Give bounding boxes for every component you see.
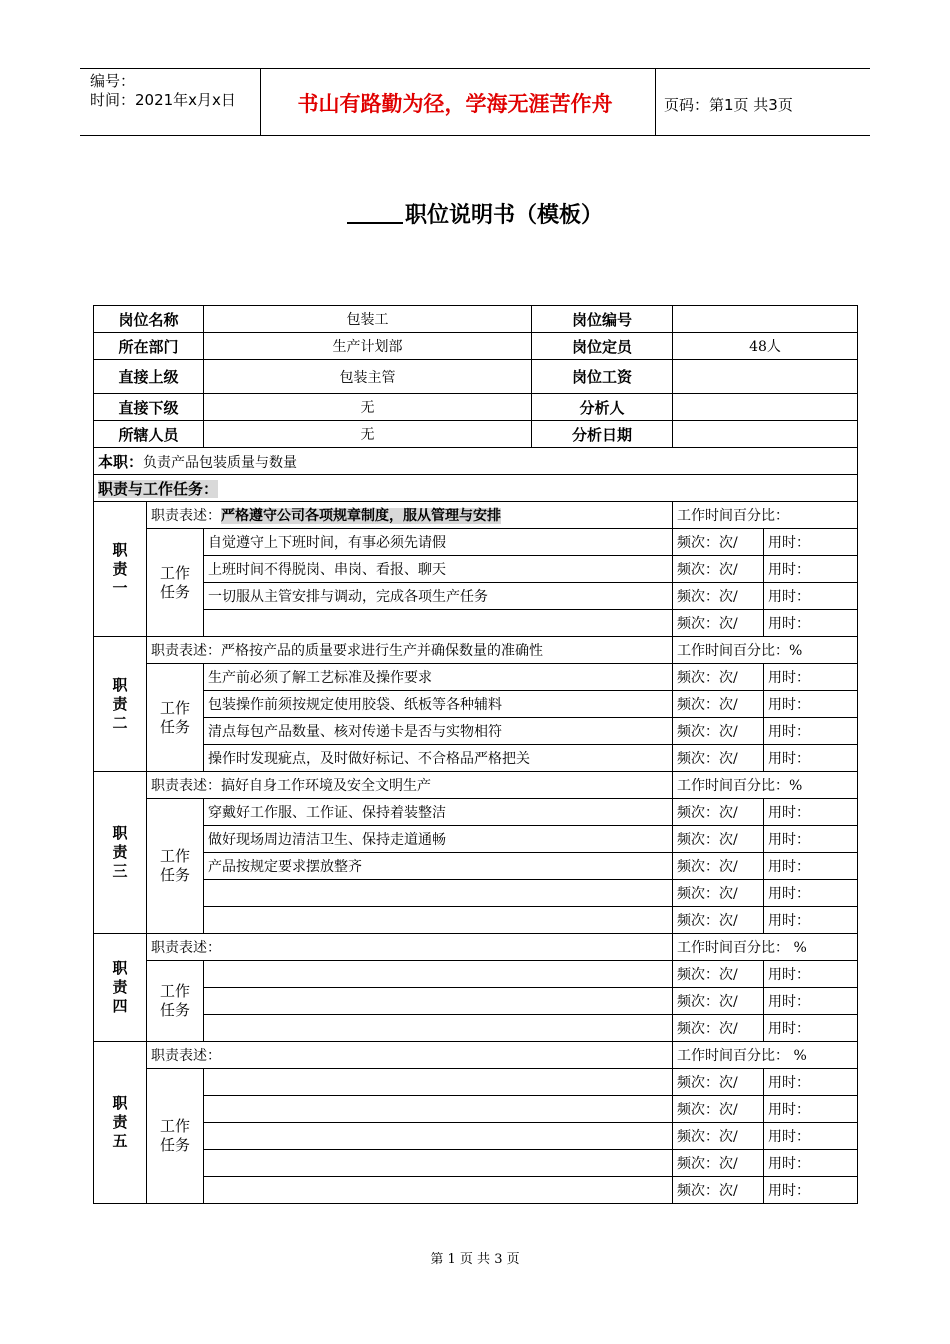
info-value: 无: [204, 394, 532, 421]
duty-name: 职 责 一: [94, 502, 147, 637]
task-text: [204, 1123, 673, 1150]
info-label: 所辖人员: [94, 421, 204, 448]
task-frequency: 频次：次/: [673, 853, 764, 880]
task-time-used: 用时：: [764, 1015, 858, 1042]
task-time-used: 用时：: [764, 583, 858, 610]
duty-description-label: 职责表述：: [151, 778, 221, 794]
task-row: [94, 961, 858, 988]
task-frequency: 频次：次/: [673, 1177, 764, 1204]
task-text: 包装操作前须按规定使用胶袋、纸板等各种辅料: [204, 691, 673, 718]
work-time-percent: 工作时间百分比： %: [673, 1042, 858, 1069]
info-value: [673, 394, 858, 421]
info-value: 无: [204, 421, 532, 448]
task-row: [94, 583, 858, 610]
duties-title-row: [94, 475, 858, 502]
task-time-used: 用时：: [764, 745, 858, 772]
info-value: 生产计划部: [204, 333, 532, 360]
duty-description-cell: [147, 934, 673, 961]
task-text: [204, 988, 673, 1015]
task-time-used: 用时：: [764, 826, 858, 853]
task-text: 上班时间不得脱岗、串岗、看报、聊天: [204, 556, 673, 583]
duty-description-row: [94, 502, 858, 529]
work-time-percent: 工作时间百分比：: [673, 502, 858, 529]
info-row: [94, 421, 858, 448]
main-duty-text: 负责产品包装质量与数量: [143, 454, 298, 471]
task-text: [204, 1015, 673, 1042]
task-text: [204, 907, 673, 934]
task-frequency: 频次：次/: [673, 880, 764, 907]
task-text: 自觉遵守上下班时间，有事必须先请假: [204, 529, 673, 556]
task-text: 产品按规定要求摆放整齐: [204, 853, 673, 880]
task-row: [94, 718, 858, 745]
task-frequency: 频次：次/: [673, 826, 764, 853]
info-value: 48人: [673, 333, 858, 360]
task-frequency: 频次：次/: [673, 664, 764, 691]
info-row: [94, 333, 858, 360]
document-time: 时间：2021年x月x日: [90, 91, 236, 109]
info-label: 岗位编号: [532, 306, 673, 333]
task-text: [204, 1150, 673, 1177]
duty-description-row: [94, 772, 858, 799]
duty-description-row: [94, 934, 858, 961]
task-row: [94, 745, 858, 772]
task-time-used: 用时：: [764, 853, 858, 880]
task-text: [204, 610, 673, 637]
info-label: 分析日期: [532, 421, 673, 448]
duty-description-cell: [147, 637, 673, 664]
duty-description-cell: [147, 1042, 673, 1069]
task-frequency: 频次：次/: [673, 1015, 764, 1042]
duty-description-text: 严格按产品的质量要求进行生产并确保数量的准确性: [221, 643, 543, 659]
info-value: [673, 421, 858, 448]
page-title: [0, 198, 950, 229]
task-frequency: 频次：次/: [673, 718, 764, 745]
task-row: [94, 1069, 858, 1096]
duty-description-label: 职责表述：: [151, 643, 221, 659]
task-time-used: 用时：: [764, 961, 858, 988]
task-time-used: 用时：: [764, 1150, 858, 1177]
task-text: 一切服从主管安排与调动，完成各项生产任务: [204, 583, 673, 610]
task-frequency: 频次：次/: [673, 1096, 764, 1123]
task-text: 做好现场周边清洁卫生、保持走道通畅: [204, 826, 673, 853]
info-value: 包装主管: [204, 360, 532, 394]
duty-description-label: 职责表述：: [151, 940, 221, 956]
task-time-used: 用时：: [764, 1123, 858, 1150]
task-time-used: 用时：: [764, 1096, 858, 1123]
info-label: 直接上级: [94, 360, 204, 394]
task-row: [94, 1015, 858, 1042]
duty-name: 职 责 五: [94, 1042, 147, 1204]
duty-description-label: 职责表述：: [151, 508, 221, 524]
info-value: [673, 306, 858, 333]
task-text: [204, 961, 673, 988]
info-label: 岗位名称: [94, 306, 204, 333]
task-text: [204, 880, 673, 907]
document-number-label: 编号：: [90, 72, 136, 90]
duty-name: 职 责 四: [94, 934, 147, 1042]
task-row: [94, 907, 858, 934]
task-row: [94, 1177, 858, 1204]
task-text: 清点每包产品数量、核对传递卡是否与实物相符: [204, 718, 673, 745]
header-motto: 书山有路勤为径，学海无涯苦作舟: [297, 91, 613, 116]
task-time-used: 用时：: [764, 718, 858, 745]
task-text: [204, 1177, 673, 1204]
duty-description-row: [94, 1042, 858, 1069]
task-text: 操作时发现疵点，及时做好标记、不合格品严格把关: [204, 745, 673, 772]
task-text: 生产前必须了解工艺标准及操作要求: [204, 664, 673, 691]
work-time-percent: 工作时间百分比：%: [673, 637, 858, 664]
task-time-used: 用时：: [764, 1177, 858, 1204]
task-row: [94, 826, 858, 853]
work-task-label: 工作 任务: [147, 1069, 204, 1204]
task-frequency: 频次：次/: [673, 745, 764, 772]
task-frequency: 频次：次/: [673, 907, 764, 934]
title-blank-line: [347, 222, 403, 224]
duty-name: 职 责 三: [94, 772, 147, 934]
job-description-table: [93, 305, 858, 1204]
info-label: 直接下级: [94, 394, 204, 421]
info-label: 岗位定员: [532, 333, 673, 360]
task-time-used: 用时：: [764, 988, 858, 1015]
title-text: 职位说明书（模板）: [404, 203, 603, 228]
header-divider-2: [655, 68, 656, 135]
duty-name: 职 责 二: [94, 637, 147, 772]
task-frequency: 频次：次/: [673, 529, 764, 556]
task-time-used: 用时：: [764, 664, 858, 691]
duty-description-text: 搞好自身工作环境及安全文明生产: [221, 778, 431, 794]
work-task-label: 工作 任务: [147, 799, 204, 934]
task-row: [94, 556, 858, 583]
task-time-used: 用时：: [764, 799, 858, 826]
task-time-used: 用时：: [764, 529, 858, 556]
work-time-percent: 工作时间百分比： %: [673, 934, 858, 961]
task-row: [94, 1096, 858, 1123]
task-row: [94, 529, 858, 556]
duties-title-cell: [94, 475, 858, 502]
main-duty-row: [94, 448, 858, 475]
task-time-used: 用时：: [764, 907, 858, 934]
duties-title: 职责与工作任务：: [98, 479, 219, 498]
header-top-rule: [80, 68, 870, 69]
task-row: [94, 799, 858, 826]
task-frequency: 频次：次/: [673, 610, 764, 637]
task-row: [94, 880, 858, 907]
info-label: 分析人: [532, 394, 673, 421]
task-frequency: 频次：次/: [673, 1123, 764, 1150]
task-text: [204, 1069, 673, 1096]
duty-description-text: 严格遵守公司各项规章制度，服从管理与安排: [221, 508, 501, 524]
task-time-used: 用时：: [764, 880, 858, 907]
task-time-used: 用时：: [764, 1069, 858, 1096]
task-time-used: 用时：: [764, 556, 858, 583]
task-frequency: 频次：次/: [673, 1150, 764, 1177]
task-frequency: 频次：次/: [673, 1069, 764, 1096]
main-duty-cell: [94, 448, 858, 475]
work-task-label: 工作 任务: [147, 961, 204, 1042]
work-task-label: 工作 任务: [147, 529, 204, 637]
task-row: [94, 1150, 858, 1177]
task-row: [94, 853, 858, 880]
info-value: 包装工: [204, 306, 532, 333]
task-frequency: 频次：次/: [673, 961, 764, 988]
task-frequency: 频次：次/: [673, 988, 764, 1015]
task-frequency: 频次：次/: [673, 691, 764, 718]
header-bottom-rule: [80, 135, 870, 136]
info-row: [94, 394, 858, 421]
task-row: [94, 664, 858, 691]
task-text: 穿戴好工作服、工作证、保持着装整洁: [204, 799, 673, 826]
task-row: [94, 691, 858, 718]
info-row: [94, 360, 858, 394]
page-footer: 第 1 页 共 3 页: [430, 1252, 520, 1267]
task-row: [94, 988, 858, 1015]
duty-description-cell: [147, 502, 673, 529]
info-value: [673, 360, 858, 394]
task-frequency: 频次：次/: [673, 583, 764, 610]
info-label: 岗位工资: [532, 360, 673, 394]
duty-description-row: [94, 637, 858, 664]
task-frequency: 频次：次/: [673, 556, 764, 583]
task-time-used: 用时：: [764, 610, 858, 637]
task-row: [94, 610, 858, 637]
duty-description-cell: [147, 772, 673, 799]
task-row: [94, 1123, 858, 1150]
task-text: [204, 1096, 673, 1123]
work-time-percent: 工作时间百分比：%: [673, 772, 858, 799]
header-page-info: 页码：第1页 共3页: [664, 96, 793, 114]
duty-description-label: 职责表述：: [151, 1048, 221, 1064]
work-task-label: 工作 任务: [147, 664, 204, 772]
main-duty-label: 本职：: [98, 452, 144, 471]
info-row: [94, 306, 858, 333]
task-time-used: 用时：: [764, 691, 858, 718]
task-frequency: 频次：次/: [673, 799, 764, 826]
info-label: 所在部门: [94, 333, 204, 360]
